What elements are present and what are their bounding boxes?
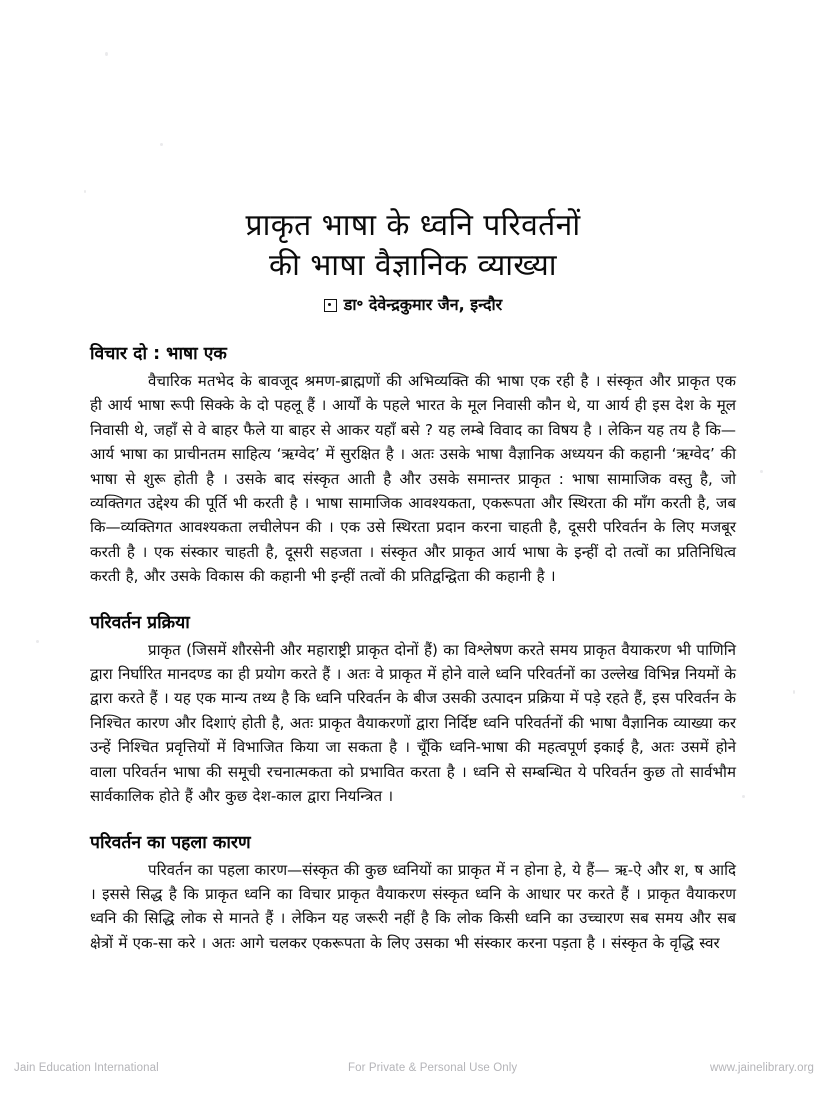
page-content [90,0,736,955]
section-body-1 [90,369,736,589]
section-body-3 [90,858,736,956]
page-title-line-1: प्राकृत भाषा के ध्वनि परिवर्तनों [245,208,581,243]
scan-speckle [84,190,86,193]
footer-website[interactable]: www.jainelibrary.org [709,1062,814,1074]
section-heading-1: विचार दो : भाषा एक [90,344,227,364]
square-bullet-icon [324,299,337,312]
scan-speckle [36,640,39,643]
scan-speckle [793,690,795,694]
section-body-3-text: परिवर्तन का पहला कारण—संस्कृत की कुछ ध्वनियों का प्राकृत में न होना हे, ये हैं— ऋ-ऐ और श, ष आदि । इससे सिद्ध है कि प्राकृत ध्वनि का विचार प्राकृत वैयाकरण संस्कृत ध्वनि के आधार पर करते हैं । प्राकृत वैयाकरण ध्वनि की सिद्धि लोक से मानते हैं । लेकिन यह जरूरी नहीं है कि लोक किसी ध्वनि का उच्चारण सब समय और सब क्षेत्रों में एक-सा करे । अतः आगे चलकर एकरूपता के लिए उसका भी संस्कार करना पड़ता है । संस्कृत के वृद्धि स्वर [90,860,736,952]
section-body-2-text: प्राकृत (जिसमें शौरसेनी और महाराष्ट्री प्राकृत दोनों हैं) का विश्लेषण करते समय प्राकृत वैयाकरण भी पाणिनि द्वारा निर्घारित मानदण्ड का ही प्रयोग करते हैं । अतः वे प्राकृत में होने वाले ध्वनि परिवर्तनों का उल्लेख विभिन्न नियमों के द्वारा करते हैं । यह एक मान्य तथ्य है कि ध्वनि परिवर्तन के बीज उसकी उत्पादन प्रक्रिया में पड़े रहते हैं, इस परिवर्तन के निश्चित कारण और दिशाएं होती है, अतः प्राकृत वैयाकरणों द्वारा निर्दिष्ट ध्वनि परिवर्तनों की भाषा वैज्ञानिक व्याख्या कर उन्हें निश्चित प्रवृत्तियों में विभाजित किया जा सकता है । चूँकि ध्वनि-भाषा की महत्वपूर्ण इकाई है, अतः उसमें होने वाला परिवर्तन भाषा की समूची रचनात्मकता को प्रभावित करता है । ध्वनि से सम्बन्धित ये परिवर्तन कुछ तो सार्वभौम सार्वकालिक होते हैं और कुछ देश-काल द्वारा नियन्त्रित । [90,640,736,806]
author-name: डा॰ देवेन्द्रकुमार जैन, इन्दौर [343,295,503,314]
page-footer [0,1062,828,1082]
section-body-2 [90,638,736,809]
section-heading-2: परिवर्तन प्रक्रिया [90,612,190,633]
footer-organization: Jain Education International [14,1062,159,1074]
section-body-1-text: वैचारिक मतभेद के बावजूद श्रमण-ब्राह्मणों की अभिव्यक्ति की भाषा एक रही है । संस्कृत और प्राकृत एक ही आर्य भाषा रूपी सिक्के के दो पहलू हैं । आर्यों के पहले भारत के मूल निवासी कौन थे, या आर्य ही इस देश के मूल निवासी थे, जहाँ से वे बाहर फैले या बाहर से आकर यहाँ बसे ? यह लम्बे विवाद का विषय है । लेकिन यह तय है कि—आर्य भाषा का प्राचीनतम साहित्य ‘ऋग्वेद’ में सुरक्षित है । अतः उसके भाषा वैज्ञानिक अध्ययन की कहानी ‘ऋग्वेद’ की भाषा से शुरू होती है । उसके बाद संस्कृत आती है और उसके समान्तर प्राकृत : भाषा सामाजिक वस्तु है, जो व्यक्तिगत उद्देश्य की पूर्ति भी करती है । भाषा सामाजिक आवश्यकता, एकरूपता और स्थिरता की माँग करती है, जब कि—व्यक्तिगत आवश्यकता लचीलेपन की । एक उसे स्थिरता प्रदान करना चाहती है, दूसरी परिवर्तन के लिए मजबूर करती है । एक संस्कार चाहती है, दूसरी सहजता । संस्कृत और प्राकृत आर्य भाषा के इन्हीं दो तत्वों का प्रतिनिधित्व करती है, और उसके विकास की कहानी भी इन्हीं तत्वों की प्रतिद्वन्द्विता की कहानी है । [90,372,736,586]
title-block [90,206,736,315]
page-title-line-2: की भाषा वैज्ञानिक व्याख्या [269,248,557,283]
footer-usage-notice: For Private & Personal Use Only [348,1062,518,1074]
scan-speckle [742,795,745,798]
author-byline [90,295,736,315]
section-heading-3: परिवर्तन का पहला कारण [90,832,251,853]
scan-speckle [760,470,763,473]
